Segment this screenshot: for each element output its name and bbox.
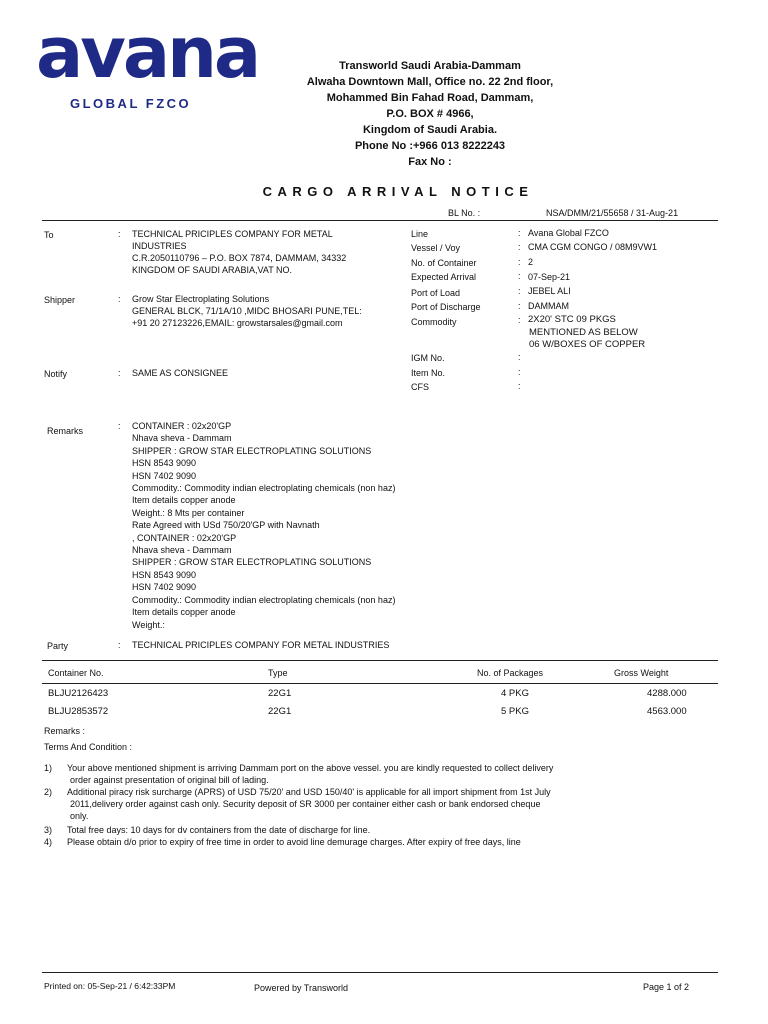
table-cell-type: 22G1 <box>268 706 292 717</box>
to-line: C.R.2050110796 – P.O. BOX 7874, DAMMAM, 34332 <box>132 253 347 263</box>
colon: : <box>518 271 521 281</box>
table-cell-container: BLJU2126423 <box>48 688 109 699</box>
colon: : <box>518 315 521 325</box>
divider <box>42 660 718 661</box>
table-cell-packages: 4 PKG <box>501 688 529 699</box>
bl-label: BL No. : <box>448 208 481 218</box>
remarks-label: Remarks <box>47 426 84 436</box>
table-header-type: Type <box>268 668 288 678</box>
company-line: Kingdom of Saudi Arabia. <box>362 124 498 136</box>
colon: : <box>118 640 121 650</box>
table-cell-type: 22G1 <box>268 688 292 699</box>
colon: : <box>118 421 121 431</box>
remarks-line: Weight.: <box>132 619 165 630</box>
notify-value: SAME AS CONSIGNEE <box>132 368 229 378</box>
term-text <box>67 824 370 836</box>
term-text <box>67 786 551 822</box>
terms-title: Terms And Condition : <box>44 742 133 752</box>
table-header-weight: Gross Weight <box>614 668 669 678</box>
remarks-line: HSN 7402 9090 <box>132 582 197 593</box>
colon: : <box>118 368 121 378</box>
to-address <box>132 228 346 276</box>
line-value: Avana Global FZCO <box>528 228 609 238</box>
vessel-value: CMA CGM CONGO / 08M9VW1 <box>528 242 658 252</box>
remarks-line: , CONTAINER : 02x20'GP <box>132 532 237 543</box>
remarks-line: Rate Agreed with USd 750/20'GP with Navnath <box>132 520 320 531</box>
powered-by: Powered by Transworld <box>254 983 349 993</box>
company-logo <box>36 12 259 116</box>
footer-remarks-label: Remarks : <box>44 726 86 736</box>
term-text <box>67 762 553 786</box>
pod-value: DAMMAM <box>528 301 569 311</box>
term-line: Please obtain d/o prior to expiry of free time in order to avoid line demurage charges. After expiry of free days, line <box>67 837 521 847</box>
colon: : <box>518 228 521 238</box>
to-label: To <box>44 230 54 240</box>
remarks-line: CONTAINER : 02x20'GP <box>132 421 232 431</box>
remarks-line: SHIPPER : GROW STAR ELECTROPLATING SOLUTIONS <box>132 445 372 456</box>
table-header-packages: No. of Packages <box>477 668 544 678</box>
party-value: TECHNICAL PRICIPLES COMPANY FOR METAL INDUSTRIES <box>132 640 390 650</box>
commodity-line: 2X20' STC 09 PKGS <box>528 314 616 325</box>
shipper-label: Shipper <box>44 295 76 305</box>
table-cell-container: BLJU2853572 <box>48 706 109 717</box>
company-line: Mohammed Bin Fahad Road, Dammam, <box>326 92 534 104</box>
remarks-line: Commodity.: Commodity indian electroplating chemicals (non haz) <box>132 483 396 494</box>
remarks-line: Commodity.: Commodity indian electroplating chemicals (non haz) <box>132 594 396 605</box>
logo-wordmark: avana <box>36 12 259 94</box>
to-line: INDUSTRIES <box>132 241 187 251</box>
line-label: Line <box>411 229 429 239</box>
remarks-line: Nhava sheva - Dammam <box>132 545 232 556</box>
term-line: Your above mentioned shipment is arriving Dammam port on the above vessel. you are kindly requested to collect delivery <box>67 763 554 773</box>
remarks-line: Item details copper anode <box>132 495 236 506</box>
colon: : <box>518 381 521 391</box>
shipper-line: Grow Star Electroplating Solutions <box>132 294 270 304</box>
term-line: Additional piracy risk surcharge (APRS) of USD 75/20' and USD 150/40' is applicable for all import shipment from 1st July <box>67 787 551 797</box>
to-line: TECHNICAL PRICIPLES COMPANY FOR METAL <box>132 229 333 239</box>
company-address-block <box>280 58 580 170</box>
expected-value: 07-Sep-21 <box>528 272 571 282</box>
colon: : <box>518 242 521 252</box>
party-label: Party <box>47 641 69 651</box>
commodity-line: MENTIONED AS BELOW <box>529 326 638 338</box>
term-line: 2011,delivery order against cash only. Security deposit of SR 3000 per container either cash or bank endorsed cheque <box>70 799 541 809</box>
colon: : <box>518 352 521 362</box>
company-line: Phone No :+966 013 8222243 <box>354 140 506 152</box>
term-line: only. <box>70 811 89 821</box>
containers-value: 2 <box>528 257 534 267</box>
commodity-line: 06 W/BOXES OF COPPER <box>529 339 646 350</box>
term-number: 2) <box>44 787 53 797</box>
colon: : <box>118 229 121 239</box>
printed-on: Printed on: 05-Sep-21 / 6:42:33PM <box>44 981 176 991</box>
pod-label: Port of Discharge <box>411 302 481 312</box>
containers-label: No. of Container <box>411 258 477 268</box>
remarks-line: Item details copper anode <box>132 607 236 618</box>
divider <box>42 683 718 684</box>
document-title: CARGO ARRIVAL NOTICE <box>262 184 534 199</box>
vessel-label: Vessel / Voy <box>411 243 461 253</box>
page-number: Page 1 of 2 <box>643 982 690 992</box>
colon: : <box>518 301 521 311</box>
colon: : <box>518 286 521 296</box>
company-line: Fax No : <box>408 156 452 168</box>
logo-subtitle: GLOBAL FZCO <box>70 96 192 111</box>
igm-label: IGM No. <box>411 353 445 363</box>
table-cell-weight: 4288.000 <box>647 688 687 699</box>
term-line: Total free days: 10 days for dv containers from the date of discharge for line. <box>67 825 371 835</box>
bl-value: NSA/DMM/21/55658 / 31-Aug-21 <box>546 208 679 218</box>
colon: : <box>518 257 521 267</box>
company-line: P.O. BOX # 4966, <box>386 108 474 120</box>
shipper-line: +91 20 27123226,EMAIL: growstarsales@gmail.com <box>132 318 343 328</box>
pol-value: JEBEL ALI <box>528 286 571 296</box>
table-cell-weight: 4563.000 <box>647 706 687 717</box>
remarks-line: HSN 7402 9090 <box>132 470 197 481</box>
term-number: 1) <box>44 763 53 773</box>
commodity-value <box>528 314 645 352</box>
shipper-line: GENERAL BLCK, 71/1A/10 ,MIDC BHOSARI PUNE,TEL: <box>132 306 362 316</box>
remarks-line: SHIPPER : GROW STAR ELECTROPLATING SOLUTIONS <box>132 557 372 568</box>
remarks-line: Nhava sheva - Dammam <box>132 433 232 444</box>
item-label: Item No. <box>411 368 446 378</box>
company-line: Alwaha Downtown Mall, Office no. 22 2nd floor, <box>306 76 554 88</box>
shipper-address <box>132 293 362 329</box>
pol-label: Port of Load <box>411 288 461 298</box>
expected-label: Expected Arrival <box>411 272 477 282</box>
term-number: 3) <box>44 825 53 835</box>
remarks-line: Weight.: 8 Mts per container <box>132 507 245 518</box>
divider <box>42 220 718 221</box>
term-line: order against presentation of original bill of lading. <box>70 775 269 785</box>
colon: : <box>518 367 521 377</box>
term-text <box>67 836 521 848</box>
company-line: Transworld Saudi Arabia-Dammam <box>339 60 521 72</box>
to-line: KINGDOM OF SAUDI ARABIA,VAT NO. <box>132 265 293 275</box>
remarks-text <box>132 420 395 631</box>
remarks-line: HSN 8543 9090 <box>132 458 197 469</box>
commodity-label: Commodity <box>411 317 457 327</box>
notify-label: Notify <box>44 369 68 379</box>
cfs-label: CFS <box>411 382 429 392</box>
remarks-line: HSN 8543 9090 <box>132 569 197 580</box>
divider <box>42 972 718 973</box>
table-cell-packages: 5 PKG <box>501 706 529 717</box>
colon: : <box>118 294 121 304</box>
table-header-container: Container No. <box>48 668 104 678</box>
term-number: 4) <box>44 837 53 847</box>
